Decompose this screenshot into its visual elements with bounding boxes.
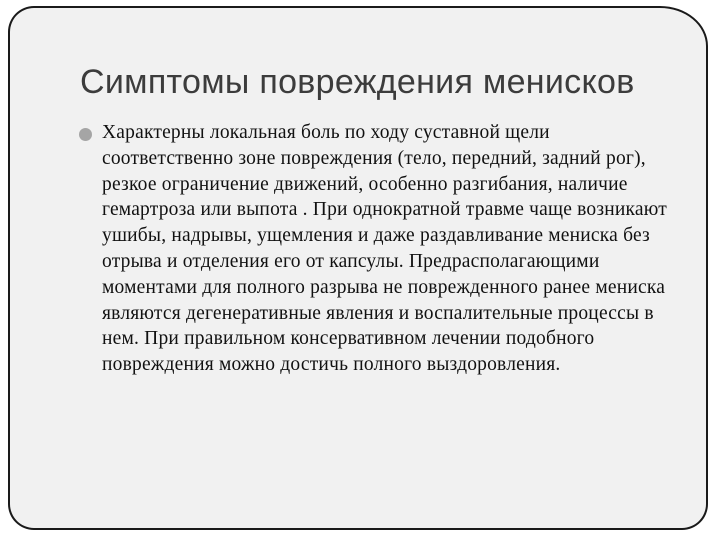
bullet-text: Характерны локальная боль по ходу суставной щели соответственно зоне повреждения (тело, передний, задний рог), резкое ограничение движений, особенно разгибания, наличие гемартроза или выпота . При однократной травме чаще возникают ушибы, надрывы, ущемления и даже раздавливание мениска без отрыва и отделения его от капсулы. Предрасполагающими моментами для полного разрыва не поврежденного ранее мениска являются дегенеративные явления и воспалительные процессы в нем. При правильном консервативном лечении подобного повреждения можно достичь полного выздоровления. [102,122,668,376]
bullet-item [76,120,686,378]
slide-content [76,120,686,378]
bullet-dot-icon [79,128,92,141]
slide-title: Симптомы повреждения менисков [80,63,635,101]
